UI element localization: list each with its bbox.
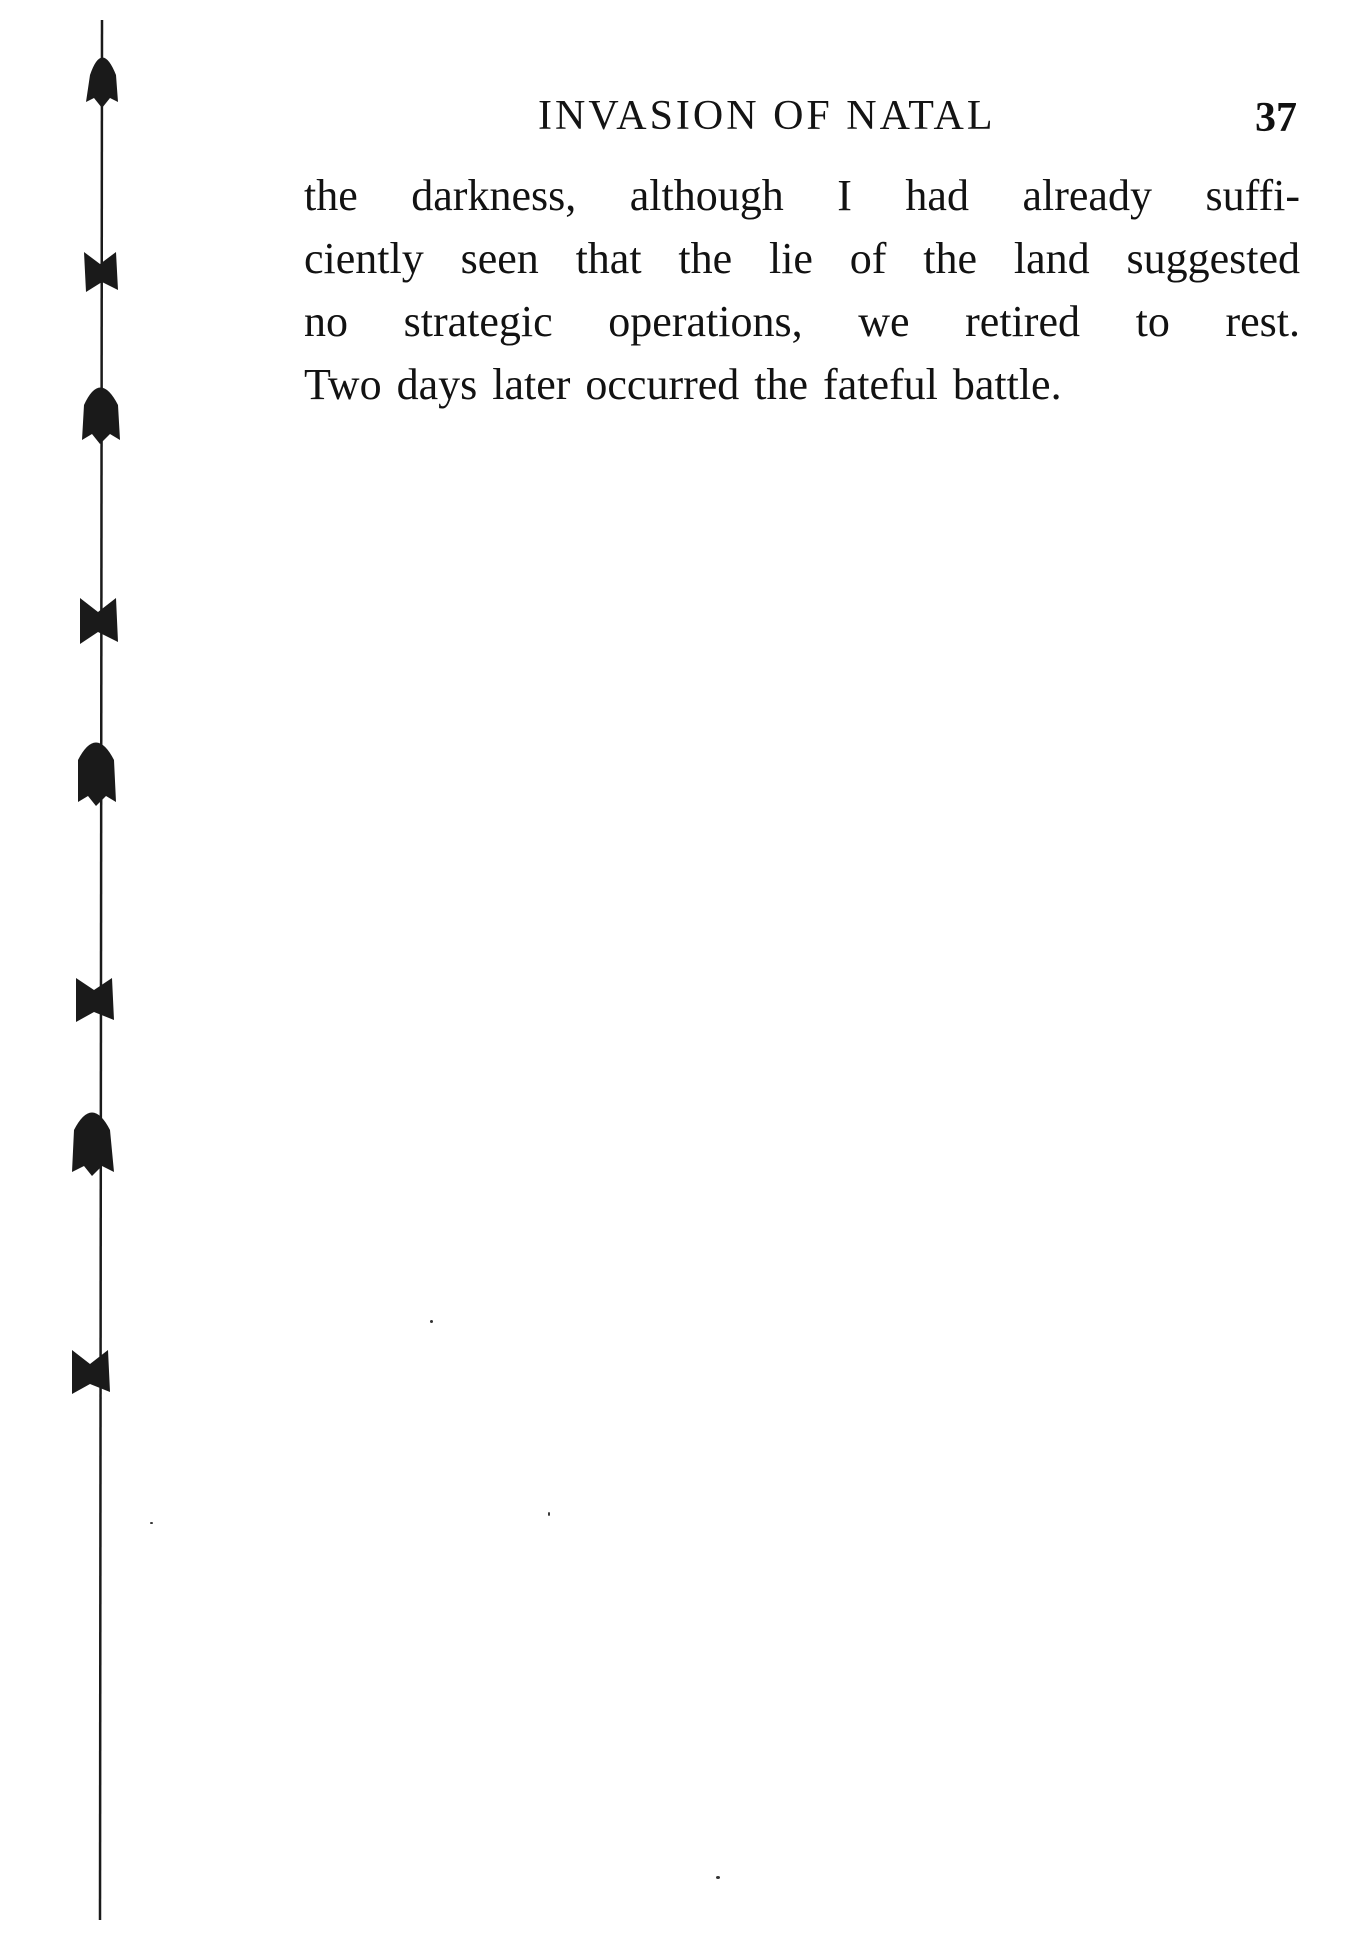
decorative-border: [40, 20, 140, 1920]
body-paragraph: [304, 164, 1300, 416]
page-number: 37: [1255, 95, 1297, 141]
text-line: Two days later occurred the fateful battle.: [304, 360, 1062, 409]
text-line: ciently seen that the lie of the land suggested: [304, 234, 1300, 283]
scan-speck: [150, 1522, 153, 1524]
text-line: the darkness, although I had already suffi-: [304, 171, 1300, 220]
running-header: [300, 92, 1300, 152]
text-line: no strategic operations, we retired to rest.: [304, 297, 1300, 346]
fleuron-border-icon: [40, 20, 140, 1920]
scan-speck: [548, 1512, 550, 1516]
scan-speck: [430, 1320, 433, 1323]
running-title: INVASION OF NATAL: [538, 93, 996, 139]
scan-speck: [716, 1876, 720, 1879]
